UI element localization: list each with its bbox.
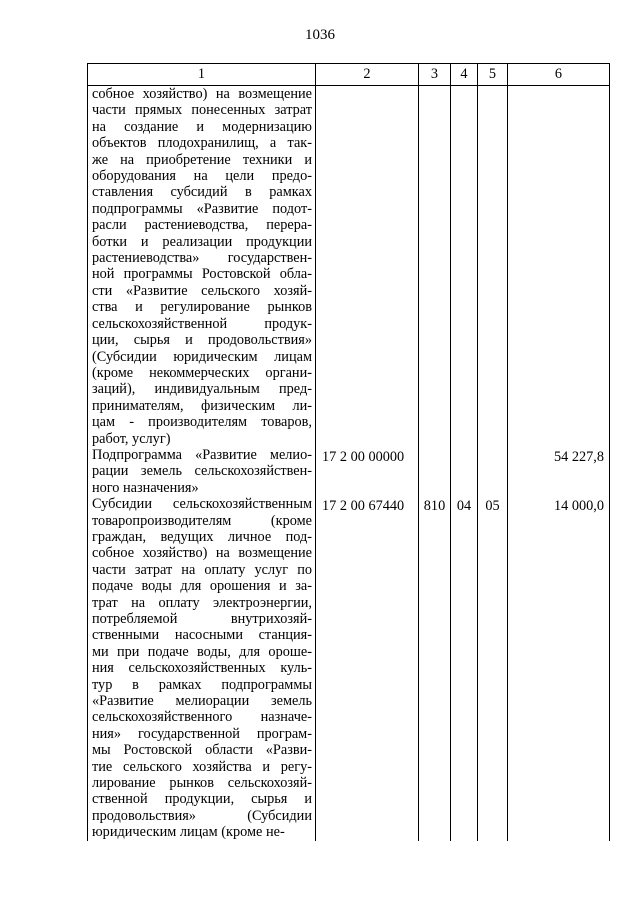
section-code: 04 bbox=[451, 496, 478, 841]
amount: 14 000,0 bbox=[508, 496, 610, 841]
description-line: принимателям, физическим ли- bbox=[92, 397, 312, 414]
description-line: же на приобретение техники и bbox=[92, 151, 312, 168]
description-line: (кроме некоммерческих органи- bbox=[92, 364, 312, 381]
section-code bbox=[451, 447, 478, 496]
description-line: объектов плодохранилищ, а так- bbox=[92, 135, 312, 152]
description-line: (Субсидии юридическим лицам bbox=[92, 348, 312, 365]
table-header-row bbox=[88, 64, 610, 86]
description-line: Подпрограмма «Развитие мелио- bbox=[92, 446, 312, 463]
description-line: ния сельскохозяйственных куль- bbox=[92, 660, 312, 677]
classification-code bbox=[316, 86, 419, 447]
row-description bbox=[88, 447, 316, 496]
description-line: рации земель сельскохозяйствен- bbox=[92, 463, 312, 480]
description-line: растениеводства» государствен- bbox=[92, 250, 312, 267]
description-line: ной программы Ростовской обла- bbox=[92, 266, 312, 283]
table-row bbox=[88, 447, 610, 496]
description-line: ного назначения» bbox=[92, 479, 199, 496]
subsection-code bbox=[478, 86, 508, 447]
description-line: ственными насосными станция- bbox=[92, 627, 312, 644]
description-line: тие сельского хозяйства и регу- bbox=[92, 758, 312, 775]
column-header-2: 2 bbox=[316, 64, 419, 86]
description-line: сельскохозяйственной продук- bbox=[92, 315, 312, 332]
table-row bbox=[88, 86, 610, 447]
description-line: ния» государственной програм- bbox=[92, 725, 312, 742]
column-header-3: 3 bbox=[419, 64, 451, 86]
description-line: собное хозяйство) на возмещение bbox=[92, 86, 312, 102]
row-description bbox=[88, 86, 316, 447]
expense-type bbox=[419, 447, 451, 496]
description-line: части прямых понесенных затрат bbox=[92, 102, 312, 119]
description-line: части затрат на оплату услуг по bbox=[92, 561, 312, 578]
table-row bbox=[88, 496, 610, 841]
description-line: подаче воды для орошения и за- bbox=[92, 578, 312, 595]
description-line: ственной продукции, сырья и bbox=[92, 791, 312, 808]
description-line: подпрограммы «Развитие подот- bbox=[92, 200, 312, 217]
description-line: расли растениеводства, перера- bbox=[92, 217, 312, 234]
column-header-4: 4 bbox=[451, 64, 478, 86]
description-line: потребляемой внутрихозяй- bbox=[92, 611, 312, 627]
description-line: заций), индивидуальным пред- bbox=[92, 381, 312, 398]
description-line: продовольствия» (Субсидии bbox=[92, 807, 312, 824]
budget-table bbox=[87, 63, 610, 841]
description-line: ции, сырья и продовольствия» bbox=[92, 332, 312, 349]
expense-type bbox=[419, 86, 451, 447]
description-line: оборудования на цели предо- bbox=[92, 168, 312, 185]
page-number: 1036 bbox=[305, 27, 335, 43]
description-line: Субсидии сельскохозяйственным bbox=[92, 496, 312, 513]
description-line: ботки и реализации продукции bbox=[92, 233, 312, 250]
description-line: на создание и модернизацию bbox=[92, 118, 312, 135]
subsection-code: 05 bbox=[478, 496, 508, 841]
description-line: «Развитие мелиорации земель bbox=[92, 693, 312, 710]
amount: 54 227,8 bbox=[508, 447, 610, 496]
column-header-5: 5 bbox=[478, 64, 508, 86]
description-line: товаропроизводителям (кроме bbox=[92, 512, 312, 529]
amount bbox=[508, 86, 610, 447]
column-header-6: 6 bbox=[508, 64, 610, 86]
description-line: собное хозяйство) на возмещение bbox=[92, 545, 312, 562]
section-code bbox=[451, 86, 478, 447]
description-line: граждан, ведущих личное под- bbox=[92, 528, 312, 545]
description-line: лирование рынков сельскохозяй- bbox=[92, 775, 312, 792]
column-header-1: 1 bbox=[88, 64, 316, 86]
classification-code: 17 2 00 00000 bbox=[316, 447, 419, 496]
description-line: работ, услуг) bbox=[92, 430, 171, 447]
description-line: ми при подаче воды, для ороше- bbox=[92, 643, 312, 660]
description-line: сельскохозяйственного назначе- bbox=[92, 709, 312, 726]
description-line: ства и регулирование рынков bbox=[92, 299, 312, 316]
description-line: юридическим лицам (кроме не- bbox=[92, 824, 285, 841]
description-line: трат на оплату электроэнергии, bbox=[92, 594, 312, 611]
description-line: мы Ростовской области «Разви- bbox=[92, 742, 312, 759]
description-line: тур в рамках подпрограммы bbox=[92, 676, 312, 693]
row-description bbox=[88, 496, 316, 841]
classification-code: 17 2 00 67440 bbox=[316, 496, 419, 841]
expense-type: 810 bbox=[419, 496, 451, 841]
description-line: цам - производителям товаров, bbox=[92, 414, 312, 431]
description-line: сти «Развитие сельского хозяй- bbox=[92, 282, 312, 299]
subsection-code bbox=[478, 447, 508, 496]
description-line: ставления субсидий в рамках bbox=[92, 184, 312, 201]
